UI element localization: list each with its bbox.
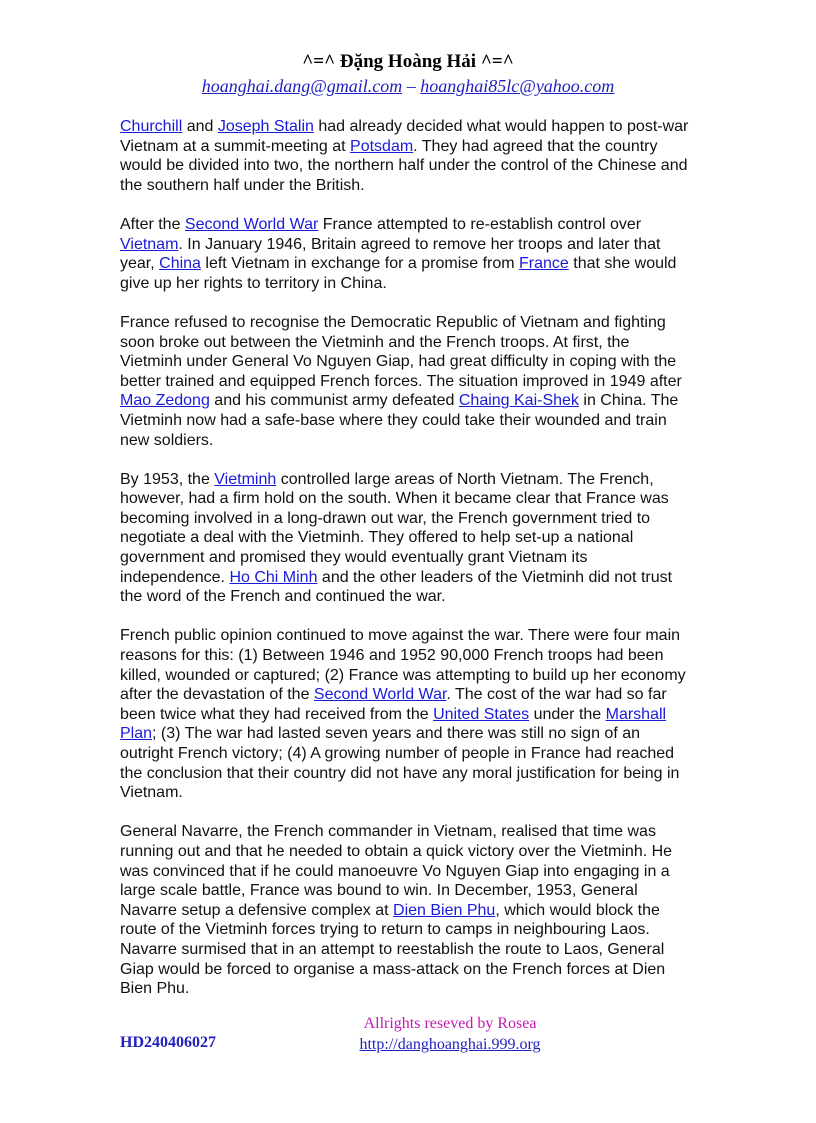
inline-link[interactable]: Vietminh: [214, 470, 277, 488]
text-run: and: [182, 118, 218, 135]
inline-link[interactable]: United States: [433, 705, 530, 723]
inline-link[interactable]: Chaing Kai-Shek: [458, 392, 579, 410]
email-link-yahoo[interactable]: hoanghai85lc@yahoo.com: [420, 76, 615, 96]
inline-link[interactable]: Vietnam: [120, 235, 179, 253]
paragraph: [120, 117, 695, 195]
paragraph: [120, 626, 695, 802]
inline-link[interactable]: Marshall Plan: [120, 705, 667, 743]
inline-link[interactable]: Ho Chi Minh: [229, 568, 318, 586]
text-run: By 1953, the: [120, 470, 215, 488]
rights-notice: Allrights reseved by Rosea: [363, 1015, 537, 1032]
text-run: had already decided what would happen to post-war Vietnam at a summit-meeting at: [120, 118, 689, 155]
inline-link[interactable]: Second World War: [313, 686, 447, 704]
paragraph: [120, 470, 695, 607]
inline-link[interactable]: France: [519, 255, 569, 273]
text-run: . They had agreed that the country would be divided into two, the northern half under the control of the Chinese and the southern half under the British.: [120, 137, 688, 194]
text-run: , which would block the route of the Vietminh forces trying to return to camps in neighbouring Laos. Navarre surmised that in an attempt to reestablish the route to Laos, General Giap would be forced to organise a mass-attack on the French forces at Dien Bien Phu.: [120, 901, 666, 998]
text-run: France refused to recognise the Democratic Republic of Vietnam and fighting soon broke out between the Vietminh and the French troops. At first, the Vietminh under General Vo Nguyen Giap, had great difficulty in coping with the better trained and equipped French forces. The situation improved in 1949 after: [120, 313, 682, 390]
paragraph: [120, 313, 695, 450]
text-run: General Navarre, the French commander in Vietnam, realised that time was running out and that he needed to obtain a quick victory over the Vietminh. He was convinced that if he could manoeuvre Vo Nguyen Giap into engaging in a large scale battle, France was bound to win. In December, 1953, General Navarre setup a defensive complex at: [120, 823, 673, 919]
text-run: under the: [529, 705, 606, 723]
footer-credits: [300, 1013, 600, 1055]
text-run: and the other leaders of the Vietminh did not trust the word of the French and continued the war.: [120, 568, 673, 606]
article-body: [120, 117, 695, 1018]
inline-link[interactable]: Joseph Stalin: [217, 118, 314, 135]
text-run: that she would give up her rights to territory in China.: [120, 255, 677, 292]
website-link[interactable]: http://danghoanghai.999.org: [359, 1036, 541, 1053]
paragraph: [120, 215, 695, 293]
text-run: . In January 1946, Britain agreed to remove her troops and later that year,: [120, 235, 661, 273]
email-separator: –: [402, 76, 421, 96]
text-run: . The cost of the war had so far been twice what they had received from the: [120, 686, 667, 723]
text-run: ; (3) The war had lasted seven years and there was still no sign of an outright French victory; (4) A growing number of people in France had reached the conclusion that their country did not have any moral justification for being in Vietnam.: [120, 725, 680, 802]
inline-link[interactable]: China: [159, 255, 201, 273]
text-run: and his communist army defeated: [209, 392, 459, 410]
inline-link[interactable]: Churchill: [120, 118, 183, 135]
text-run: in China. The Vietminh now had a safe-base where they could take their wounded and train new soldiers.: [120, 392, 679, 449]
inline-link[interactable]: Mao Zedong: [120, 392, 210, 410]
inline-link[interactable]: Second World War: [184, 215, 319, 233]
document-id: HD240406027: [120, 1034, 216, 1051]
text-run: left Vietnam in exchange for a promise from: [200, 255, 520, 273]
author-title: ^=^ Đặng Hoàng Hải ^=^: [302, 51, 514, 72]
paragraph: [120, 822, 695, 998]
text-run: French public opinion continued to move against the war. There were four main reasons for this: (1) Between 1946 and 1952 90,000 French troops had been killed, wounded or captured; (2) France was attempting to build up her economy after the devastation of the: [120, 627, 686, 704]
text-run: After the: [120, 215, 185, 233]
author-emails: [0, 74, 816, 98]
page-header: [0, 50, 816, 98]
inline-link[interactable]: Dien Bien Phu: [393, 901, 496, 919]
inline-link[interactable]: Potsdam: [350, 137, 414, 155]
text-run: controlled large areas of North Vietnam. The French, however, had a firm hold on the south. When it became clear that France was becoming involved in a long-drawn out war, the French government tried to negotiate a deal with the Vietminh. They offered to help set-up a national government and promised they would eventually grant Vietnam its independence.: [120, 470, 669, 586]
email-link-gmail[interactable]: hoanghai.dang@gmail.com: [201, 76, 403, 96]
text-run: France attempted to re-establish control over: [318, 215, 642, 233]
